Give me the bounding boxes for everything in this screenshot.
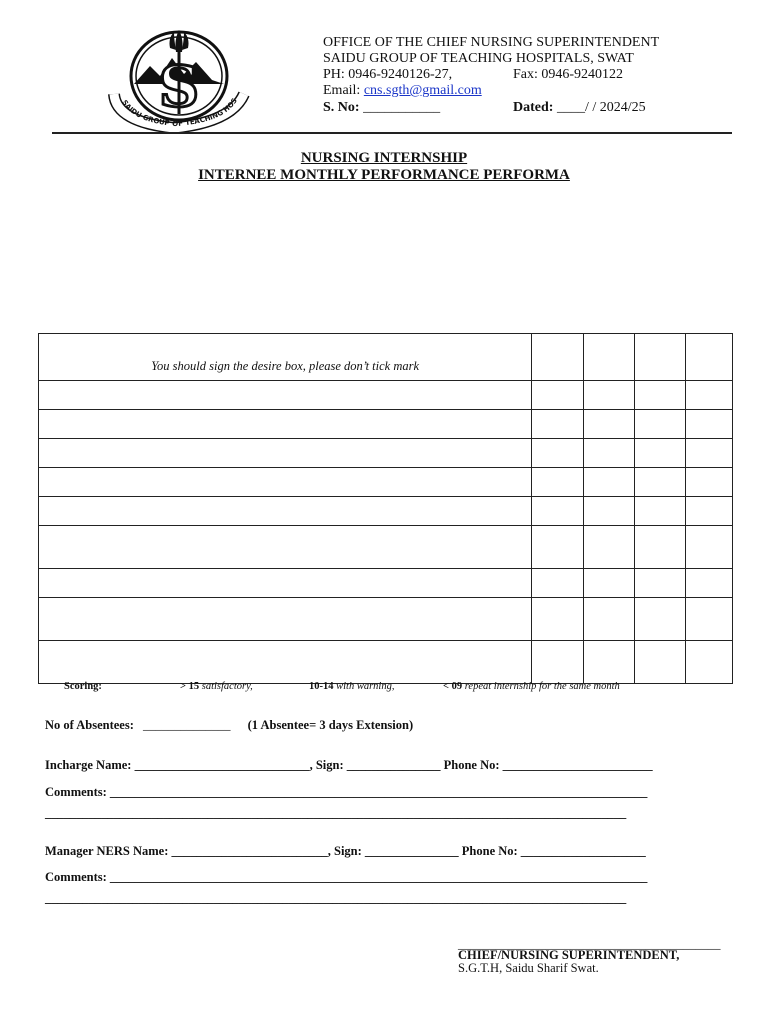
sign-box[interactable] <box>532 641 584 684</box>
criteria-cell <box>39 569 532 598</box>
sign-box[interactable] <box>584 334 635 381</box>
table-row <box>39 410 733 439</box>
scoring-label <box>64 681 102 692</box>
criteria-cell <box>39 526 532 569</box>
table-row <box>39 497 733 526</box>
sign-box[interactable] <box>686 598 733 641</box>
table-row <box>39 569 733 598</box>
office-title: OFFICE OF THE CHIEF NURSING SUPERINTENDENT <box>323 35 660 50</box>
dated-row <box>513 100 646 116</box>
sign-box[interactable] <box>635 439 686 468</box>
hospital-logo <box>104 22 254 140</box>
absentees-field[interactable]: ______________ <box>143 718 231 732</box>
email-link[interactable]: cns.sgth@gmail.com <box>363 83 482 98</box>
criteria-cell <box>39 468 532 497</box>
manager-row[interactable]: Manager NERS Name: _________________________, Sign: _______________ Phone No: ____________________ <box>45 844 646 858</box>
serial-blank: ___________ <box>363 100 441 115</box>
manager-comments[interactable]: Comments: ______________________________________________________________________________________ <box>45 870 648 884</box>
score-text: repeat internship for the same month <box>464 681 620 692</box>
sign-box[interactable] <box>686 641 733 684</box>
phone-number: PH: 0946-9240126-27, <box>323 67 453 82</box>
performance-table <box>38 333 733 684</box>
sign-box[interactable] <box>635 569 686 598</box>
incharge-comments[interactable]: Comments: ______________________________________________________________________________________ <box>45 785 648 799</box>
serial-row <box>323 100 440 116</box>
sign-box[interactable] <box>584 439 635 468</box>
sign-box[interactable] <box>635 381 686 410</box>
sign-box[interactable] <box>635 410 686 439</box>
dated-value: ____/ / 2024/25 <box>556 100 646 115</box>
fax-number: Fax: 0946-9240122 <box>513 67 624 82</box>
hospital-name: SAIDU GROUP OF TEACHING HOSPITALS, SWAT <box>323 51 634 66</box>
sign-box[interactable] <box>635 497 686 526</box>
sign-box[interactable] <box>686 497 733 526</box>
sign-box[interactable] <box>635 598 686 641</box>
sign-box[interactable] <box>686 526 733 569</box>
table-row <box>39 468 733 497</box>
criteria-cell <box>39 497 532 526</box>
criteria-cell <box>39 641 532 684</box>
sign-box[interactable] <box>686 439 733 468</box>
absentees-label: No of Absentees: <box>45 718 134 732</box>
table-row <box>39 641 733 684</box>
criteria-cell <box>39 598 532 641</box>
sign-box[interactable] <box>532 497 584 526</box>
signatory-place: S.G.T.H, Saidu Sharif Swat. <box>458 961 599 975</box>
sign-box[interactable] <box>532 569 584 598</box>
serial-label: S. No: <box>323 100 360 115</box>
incharge-comments-continued[interactable]: _____________________________________________________________________________________________ <box>45 806 627 820</box>
score-repeat <box>443 681 620 692</box>
sign-box[interactable] <box>532 468 584 497</box>
sign-box[interactable] <box>686 381 733 410</box>
manager-comments-continued[interactable]: _____________________________________________________________________________________________ <box>45 891 627 905</box>
scoring-label-text: Scoring: <box>64 681 102 692</box>
score-value: < 09 <box>443 681 463 692</box>
form-subtitle: INTERNEE MONTHLY PERFORMANCE PERFORMA <box>198 167 570 183</box>
logo-ring-text: SAIDU GROUP OF TEACHING HOS <box>120 96 239 129</box>
sign-box[interactable] <box>686 468 733 497</box>
dated-label: Dated: <box>513 100 554 115</box>
table-row <box>39 381 733 410</box>
sign-box[interactable] <box>635 526 686 569</box>
score-text: with warning, <box>336 681 395 692</box>
email-row <box>323 83 482 99</box>
sign-box[interactable] <box>584 381 635 410</box>
sign-box[interactable] <box>584 641 635 684</box>
sign-box[interactable] <box>532 526 584 569</box>
sign-box[interactable] <box>532 439 584 468</box>
sign-box[interactable] <box>686 569 733 598</box>
signature-line[interactable]: __________________________________________ <box>458 937 721 951</box>
sign-box[interactable] <box>584 497 635 526</box>
table-row <box>39 526 733 569</box>
absentees-row <box>45 718 413 733</box>
score-value: > 15 <box>180 681 200 692</box>
table-instruction: You should sign the desire box, please don’t tick mark <box>39 334 532 381</box>
sign-box[interactable] <box>635 334 686 381</box>
table-row <box>39 334 733 381</box>
sign-box[interactable] <box>532 598 584 641</box>
sign-box[interactable] <box>635 641 686 684</box>
email-label: Email: <box>323 83 361 98</box>
sign-box[interactable] <box>635 468 686 497</box>
table-row <box>39 439 733 468</box>
criteria-cell <box>39 439 532 468</box>
sign-box[interactable] <box>686 410 733 439</box>
sign-box[interactable] <box>584 598 635 641</box>
score-satisfactory <box>180 681 253 692</box>
score-value: 10-14 <box>309 681 334 692</box>
form-title: NURSING INTERNSHIP <box>300 150 468 166</box>
absentees-note: (1 Absentee= 3 days Extension) <box>247 718 414 732</box>
sign-box[interactable] <box>532 334 584 381</box>
sign-box[interactable] <box>584 569 635 598</box>
signatory-title: CHIEF/NURSING SUPERINTENDENT, <box>458 948 680 962</box>
score-warning <box>309 681 394 692</box>
sign-box[interactable] <box>584 410 635 439</box>
sign-box[interactable] <box>532 410 584 439</box>
table-row <box>39 598 733 641</box>
sign-box[interactable] <box>686 334 733 381</box>
header-divider <box>52 132 732 134</box>
criteria-cell <box>39 381 532 410</box>
sign-box[interactable] <box>532 381 584 410</box>
svg-text:S: S <box>158 54 200 120</box>
criteria-cell <box>39 410 532 439</box>
sign-box[interactable] <box>584 526 635 569</box>
incharge-row[interactable]: Incharge Name: ____________________________, Sign: _______________ Phone No: ________________________ <box>45 758 653 772</box>
sign-box[interactable] <box>584 468 635 497</box>
score-text: satisfactory, <box>201 681 253 692</box>
